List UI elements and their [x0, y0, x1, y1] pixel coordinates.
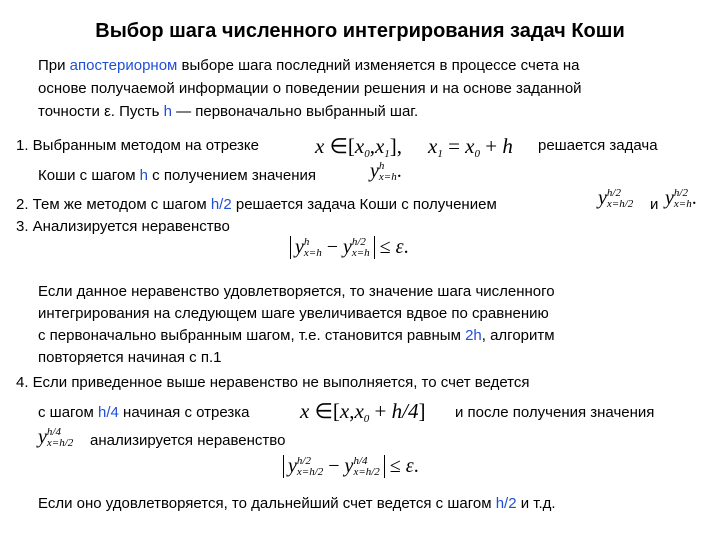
intro-text: — первоначально выбранный шаг.	[171, 103, 419, 120]
step1-text: решается задача	[538, 137, 658, 154]
y-h-value: yh x=h.	[370, 160, 402, 184]
step4-line-3: анализируется неравенство	[90, 432, 286, 449]
step1-text: 1. Выбранным методом на отрезке	[16, 137, 259, 154]
slide-title: Выбор шага численного интегрирования задач Коши	[95, 20, 625, 42]
interval-formula: x $\in[x_0,x_1]$,	[315, 134, 403, 160]
intro-line-1	[38, 57, 580, 75]
intro-line-2: основе получаемой информации о поведении решения и на основе заданной	[38, 80, 582, 97]
inequality-1: yh x=h − yh/2 x=h ≤ ε.	[290, 236, 409, 259]
intro-text: точности ε. Пусть	[38, 103, 164, 120]
intro-line-3	[38, 103, 418, 121]
y-h4-value: yh/4 x=h/2	[38, 426, 74, 450]
para-line-1: Если данное неравенство удовлетворяется, то значение шага численного	[38, 283, 555, 300]
para-line-4: повторяется начиная с п.1	[38, 349, 222, 366]
step-h4: h/4	[98, 404, 119, 421]
y-h2-value: yh/2 x=h/2	[598, 187, 634, 211]
intro-highlight: апостериорном	[69, 57, 178, 74]
step2-and: и	[650, 196, 659, 213]
x1-formula: $x_1 = x_0 + h$	[428, 134, 513, 160]
step-h2: h/2	[495, 495, 517, 512]
step-h2: h/2	[210, 196, 232, 213]
final-line: Если оно удовлетворяется, то дальнейший счет ведется с шагом h/2 и т.д.	[38, 495, 556, 512]
inequality-2: yh/2 x=h/2 − yh/4 x=h/2 ≤ ε.	[283, 455, 419, 478]
step-2h: 2h	[465, 327, 482, 344]
step-h: h	[139, 167, 149, 184]
step4-line-2: с шагом h/4 начиная с отрезка	[38, 404, 250, 421]
intro-text: При	[38, 57, 70, 74]
intro-text: выборе шага последний изменяется в процессе счета на	[177, 57, 580, 74]
step4-text: и после получения значения	[455, 404, 655, 421]
interval-h4-formula: x $\in[x,x_0 + h/4]$	[300, 399, 426, 425]
step4-line-1: 4. Если приведенное выше неравенство не выполняется, то счет ведется	[16, 374, 530, 391]
para-line-3: с первоначально выбранным шагом, т.е. становится равным 2h, алгоритм	[38, 327, 555, 344]
step3-text: 3. Анализируется неравенство	[16, 218, 230, 235]
step2-text: 2. Тем же методом с шагом h/2 решается задача Коши с получением	[16, 196, 497, 213]
y-h-value-2: yh/2 x=h.	[665, 187, 697, 211]
step1-line-2: Коши с шагом h с получением значения	[38, 167, 316, 184]
para-line-2: интегрирования на следующем шаге увеличивается вдвое по сравнению	[38, 305, 549, 322]
step-h: h	[163, 103, 172, 120]
